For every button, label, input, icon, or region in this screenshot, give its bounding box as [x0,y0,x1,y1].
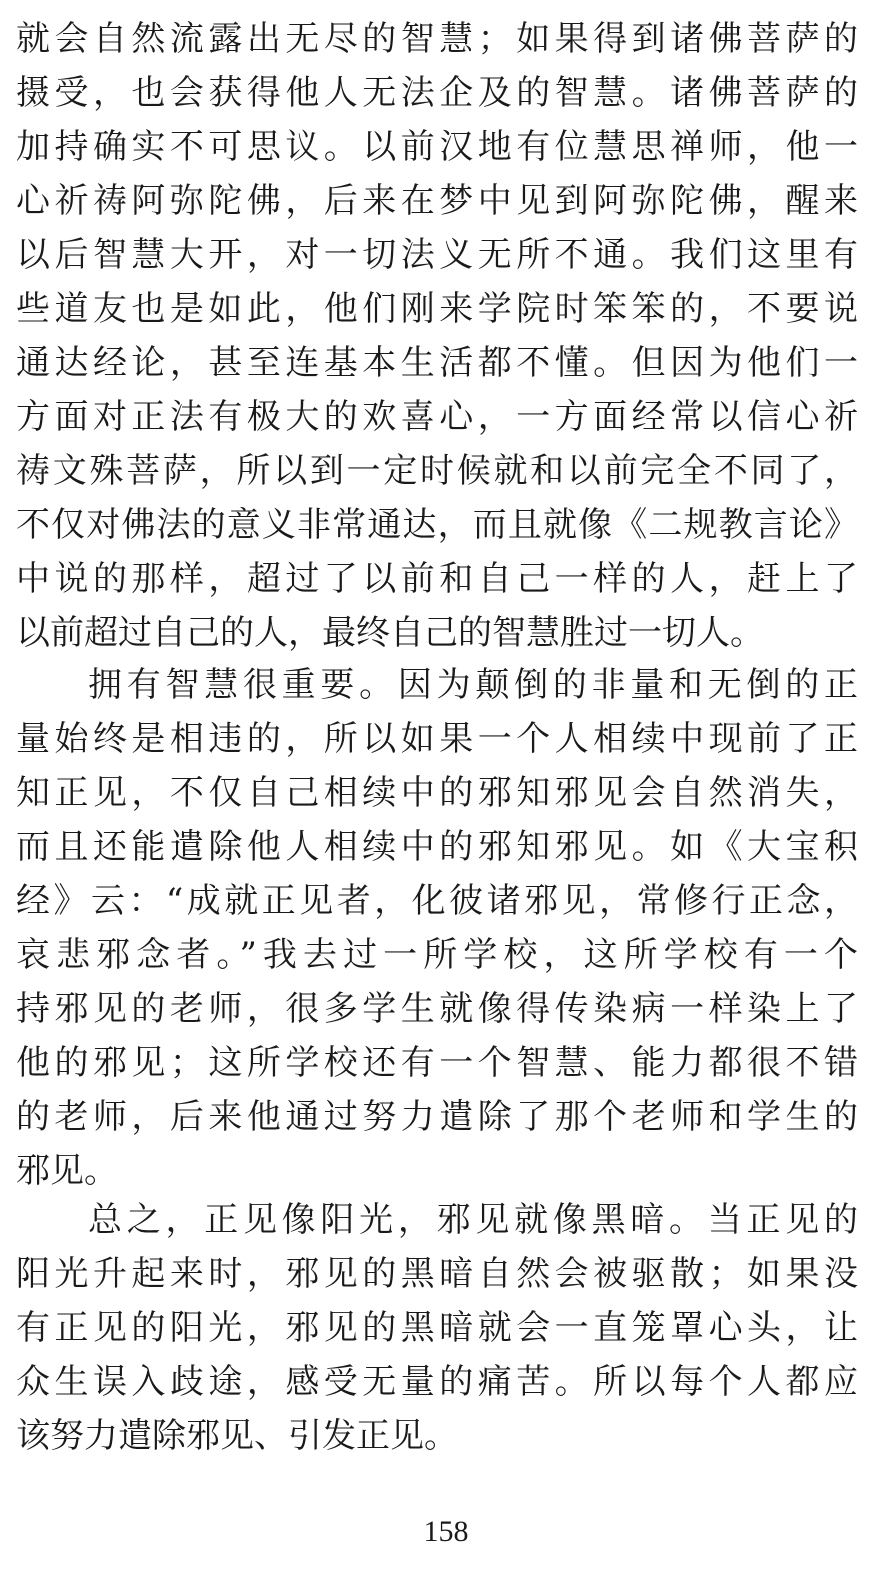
text-line: 量始终是相违的，所以如果一个人相续中现前了正 [16,719,858,759]
text-line: 有正见的阳光，邪见的黑暗就会一直笼罩心头，让 [16,1308,858,1348]
text-line: 不仅对佛法的意义非常通达，而且就像《二规教言论》 [16,505,858,545]
text-line: 哀悲邪念者。”我去过一所学校，这所学校有一个 [16,935,858,975]
text-line: 加持确实不可思议。以前汉地有位慧思禅师，他一 [16,127,858,167]
text-line: 他的邪见；这所学校还有一个智慧、能力都很不错 [16,1043,858,1083]
text-line: 邪见。 [16,1151,118,1191]
text-line: 祷文殊菩萨，所以到一定时候就和以前完全不同了， [16,451,858,491]
paragraph-3 [16,1193,858,1463]
text-line: 方面对正法有极大的欢喜心，一方面经常以信心祈 [16,397,858,437]
text-line: 的老师，后来他通过努力遣除了那个老师和学生的 [16,1097,858,1137]
text-line: 经》云：“成就正见者，化彼诸邪见，常修行正念， [16,881,858,921]
text-line: 心祈祷阿弥陀佛，后来在梦中见到阿弥陀佛，醒来 [16,181,858,221]
text-line: 通达经论，甚至连基本生活都不懂。但因为他们一 [16,343,858,383]
text-line: 总之，正见像阳光，邪见就像黑暗。当正见的 [88,1200,858,1240]
paragraph-1 [16,12,858,660]
text-line: 该努力遣除邪见、引发正见。 [16,1416,458,1456]
text-line: 而且还能遣除他人相续中的邪知邪见。如《大宝积 [16,827,858,867]
text-line: 以后智慧大开，对一切法义无所不通。我们这里有 [16,235,858,275]
text-line: 些道友也是如此，他们刚来学院时笨笨的，不要说 [16,289,858,329]
text-line: 拥有智慧很重要。因为颠倒的非量和无倒的正 [88,665,858,705]
text-line: 摄受，也会获得他人无法企及的智慧。诸佛菩萨的 [16,73,858,113]
text-line: 持邪见的老师，很多学生就像得传染病一样染上了 [16,989,858,1029]
paragraph-2 [16,658,858,1198]
text-line: 就会自然流露出无尽的智慧；如果得到诸佛菩萨的 [16,19,858,59]
text-line: 阳光升起来时，邪见的黑暗自然会被驱散；如果没 [16,1254,858,1294]
text-line: 知正见，不仅自己相续中的邪知邪见会自然消失， [16,773,858,813]
text-line: 中说的那样，超过了以前和自己一样的人，赶上了 [16,559,858,599]
page-number: 158 [423,1515,469,1548]
text-line: 以前超过自己的人，最终自己的智慧胜过一切人。 [16,613,764,653]
text-line: 众生误入歧途，感受无量的痛苦。所以每个人都应 [16,1362,858,1402]
